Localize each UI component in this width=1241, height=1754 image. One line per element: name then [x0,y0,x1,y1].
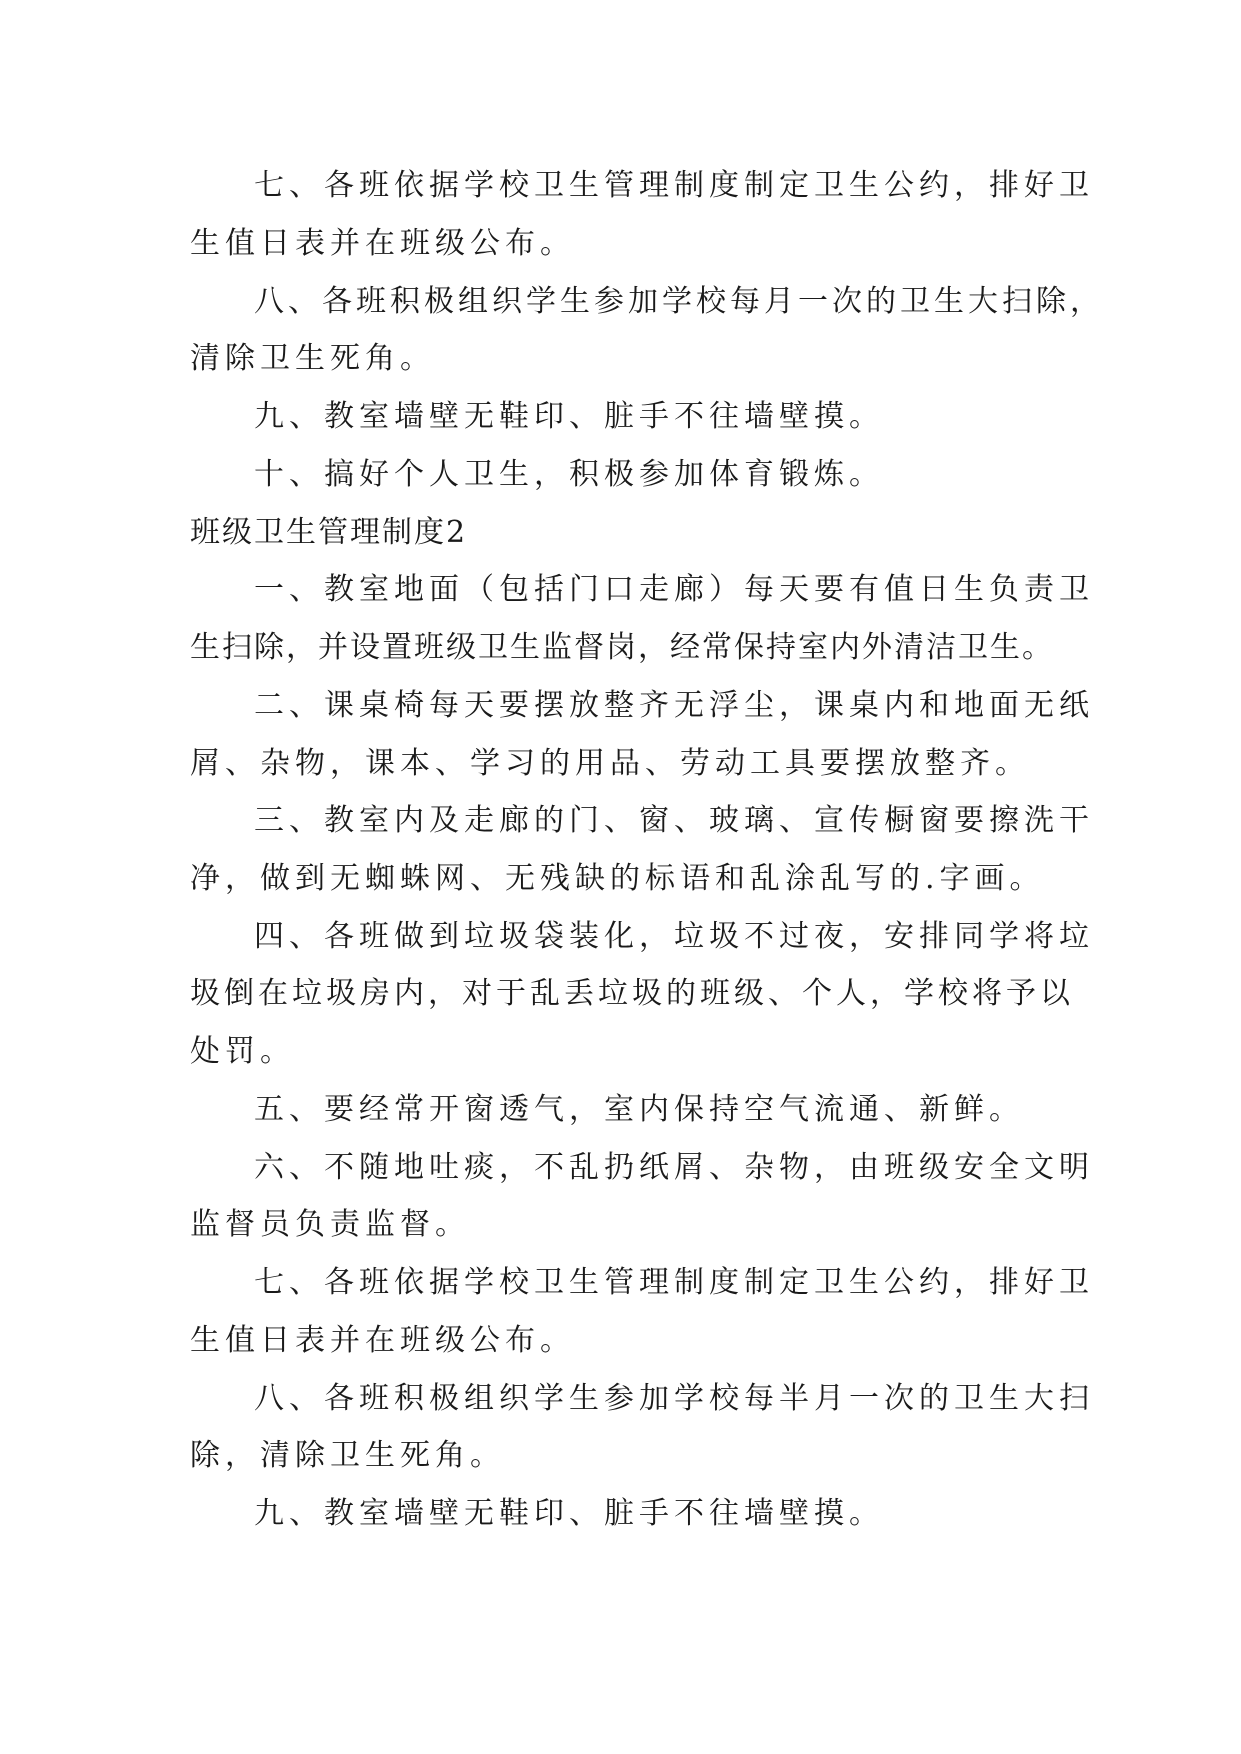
paragraph-line: 九、教室墙壁无鞋印、脏手不往墙壁摸。 [254,399,884,434]
paragraph-line: 七、各班依据学校卫生管理制度制定卫生公约，排好卫 [254,168,1094,203]
paragraph-line: 四、各班做到垃圾袋装化，垃圾不过夜，安排同学将垃 [254,919,1094,954]
paragraph-line: 净，做到无蜘蛛网、无残缺的标语和乱涂乱写的.字画。 [190,861,1045,896]
paragraph-line: 五、要经常开窗透气，室内保持空气流通、新鲜。 [254,1092,1024,1127]
paragraph-line: 生值日表并在班级公布。 [190,1323,575,1358]
paragraph-line: 监督员负责监督。 [190,1207,470,1242]
paragraph-line: 屑、杂物，课本、学习的用品、劳动工具要摆放整齐。 [190,746,1030,781]
paragraph-line: 八、各班积极组织学生参加学校每月一次的卫生大扫除， [254,284,1104,319]
paragraph-line: 十、搞好个人卫生，积极参加体育锻炼。 [254,457,884,492]
paragraph-line: 八、各班积极组织学生参加学校每半月一次的卫生大扫 [254,1381,1094,1416]
paragraph-line: 一、教室地面（包括门口走廊）每天要有值日生负责卫 [254,572,1094,607]
paragraph-line: 生扫除，并设置班级卫生监督岗，经常保持室内外清洁卫生。 [190,630,1054,665]
paragraph-line: 三、教室内及走廊的门、窗、玻璃、宣传橱窗要擦洗干 [254,803,1094,838]
paragraph-line: 除，清除卫生死角。 [190,1438,505,1473]
section-heading: 班级卫生管理制度2 [190,515,468,550]
paragraph-line: 生值日表并在班级公布。 [190,226,575,261]
paragraph-line: 六、不随地吐痰，不乱扔纸屑、杂物，由班级安全文明 [254,1150,1094,1185]
paragraph-line: 清除卫生死角。 [190,341,435,376]
paragraph-line: 七、各班依据学校卫生管理制度制定卫生公约，排好卫 [254,1265,1094,1300]
paragraph-line: 二、课桌椅每天要摆放整齐无浮尘，课桌内和地面无纸 [254,688,1094,723]
paragraph-line: 圾倒在垃圾房内，对于乱丢垃圾的班级、个人，学校将予以 [190,976,1074,1011]
paragraph-line: 九、教室墙壁无鞋印、脏手不往墙壁摸。 [254,1496,884,1531]
paragraph-line: 处罚。 [190,1034,295,1069]
